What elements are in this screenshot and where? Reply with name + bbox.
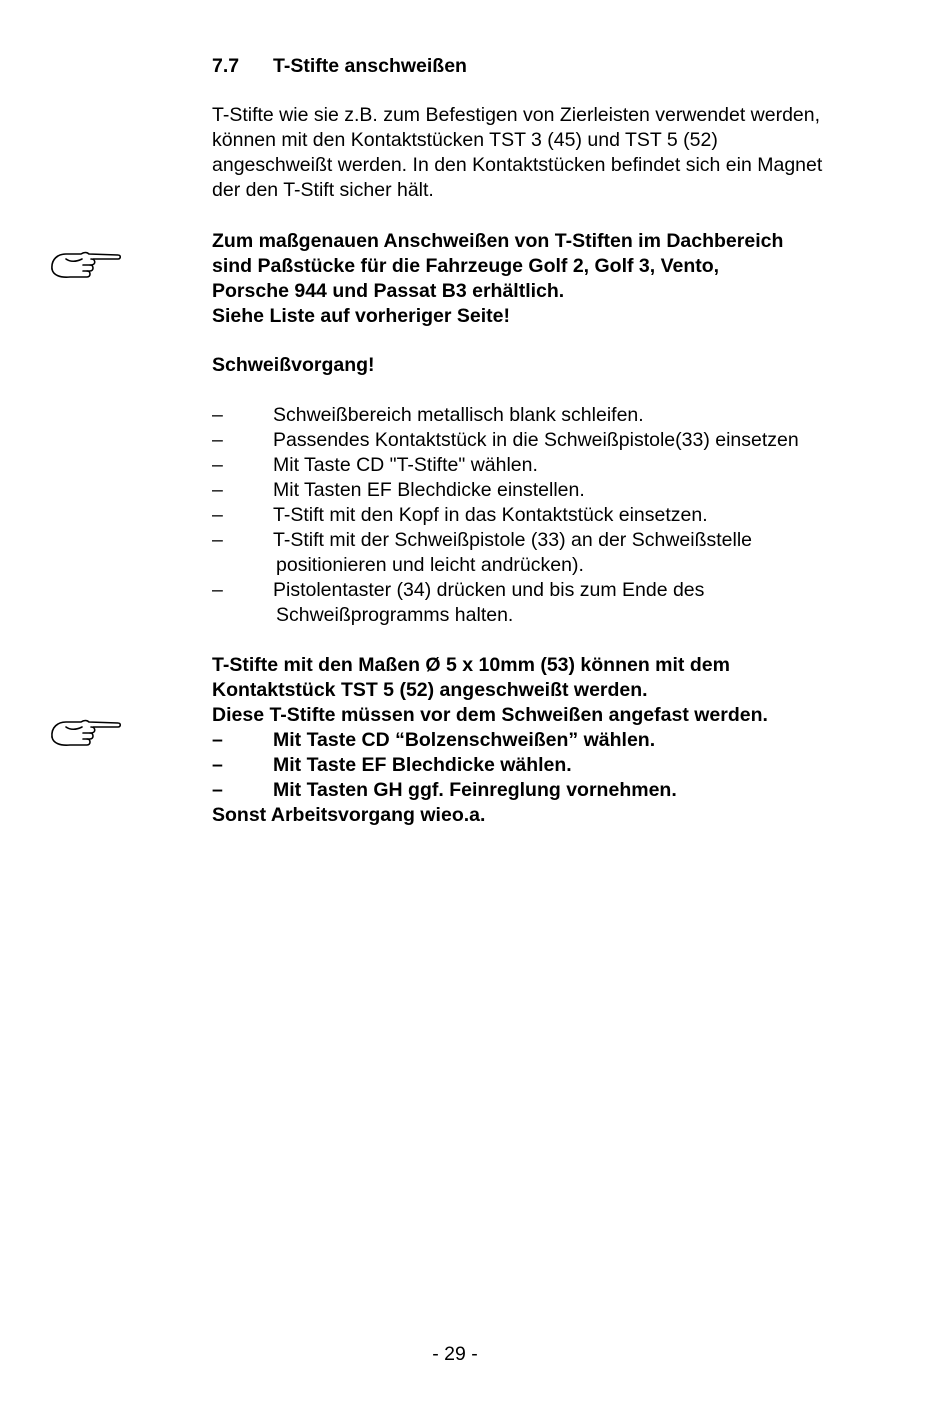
page-number: - 29 - (432, 1343, 478, 1365)
pointing-hand-icon (48, 715, 122, 751)
procedure-title: Schweißvorgang! (212, 354, 375, 376)
list-item (212, 778, 912, 803)
note-line: Diese T-Stifte müssen vor dem Schweißen angefast werden. (212, 704, 768, 726)
list-item (212, 728, 912, 753)
note-line: Porsche 944 und Passat B3 erhältlich. (212, 280, 565, 302)
step-text: Mit Tasten EF Blechdicke einstellen. (273, 479, 585, 501)
note-line: sind Paßstücke für die Fahrzeuge Golf 2, Golf 3, Vento, (212, 255, 720, 277)
list-item (212, 453, 912, 478)
step-text: T-Stift mit den Kopf in das Kontaktstück einsetzen. (273, 504, 708, 526)
list-item (212, 503, 912, 528)
note-line: Zum maßgenauen Anschweißen von T-Stiften im Dachbereich (212, 230, 784, 252)
dash-bullet: – (212, 729, 223, 751)
note-line: Kontaktstück TST 5 (52) angeschweißt werden. (212, 679, 648, 701)
dash-bullet: – (212, 579, 223, 601)
intro-line: können mit den Kontaktstücken TST 3 (45) und TST 5 (52) (212, 129, 718, 151)
intro-line: T-Stifte wie sie z.B. zum Befestigen von Zierleisten verwendet werden, (212, 104, 821, 126)
step-text: Mit Taste EF Blechdicke wählen. (273, 754, 572, 776)
note-closing: Sonst Arbeitsvorgang wieo.a. (212, 804, 486, 826)
note-fitting-pieces (212, 229, 912, 329)
step-text: Pistolentaster (34) drücken und bis zum Ende des (273, 579, 705, 601)
intro-paragraph (212, 103, 912, 203)
dash-bullet: – (212, 454, 223, 476)
step-text: Mit Taste CD “Bolzenschweißen” wählen. (273, 729, 656, 751)
procedure-steps (212, 403, 912, 628)
step-text: Passendes Kontaktstück in die Schweißpistole(33) einsetzen (273, 429, 799, 451)
step-text-continued: positionieren und leicht andrücken). (276, 554, 584, 576)
step-text-continued: Schweißprogramms halten. (276, 604, 514, 626)
list-item (212, 528, 912, 578)
intro-line: der den T-Stift sicher hält. (212, 179, 434, 201)
note-line: Siehe Liste auf vorheriger Seite! (212, 305, 511, 327)
list-item (212, 578, 912, 628)
dash-bullet: – (212, 779, 223, 801)
note-t-pins-5x10 (212, 653, 912, 828)
step-text: Mit Tasten GH ggf. Feinreglung vornehmen. (273, 779, 677, 801)
step-text: Mit Taste CD "T-Stifte" wählen. (273, 454, 538, 476)
section-title: T-Stifte anschweißen (273, 55, 467, 77)
list-item (212, 478, 912, 503)
note-line: T-Stifte mit den Maßen Ø 5 x 10mm (53) können mit dem (212, 654, 730, 676)
list-item (212, 403, 912, 428)
dash-bullet: – (212, 529, 223, 551)
dash-bullet: – (212, 504, 223, 526)
intro-line: angeschweißt werden. In den Kontaktstücken befindet sich ein Magnet (212, 154, 823, 176)
list-item (212, 428, 912, 453)
dash-bullet: – (212, 754, 223, 776)
pointing-hand-icon (48, 247, 122, 283)
section-heading (212, 54, 912, 79)
dash-bullet: – (212, 429, 223, 451)
step-text: Schweißbereich metallisch blank schleifen. (273, 404, 644, 426)
dash-bullet: – (212, 404, 223, 426)
step-text: T-Stift mit der Schweißpistole (33) an der Schweißstelle (273, 529, 753, 551)
list-item (212, 753, 912, 778)
dash-bullet: – (212, 479, 223, 501)
section-number: 7.7 (212, 55, 240, 77)
